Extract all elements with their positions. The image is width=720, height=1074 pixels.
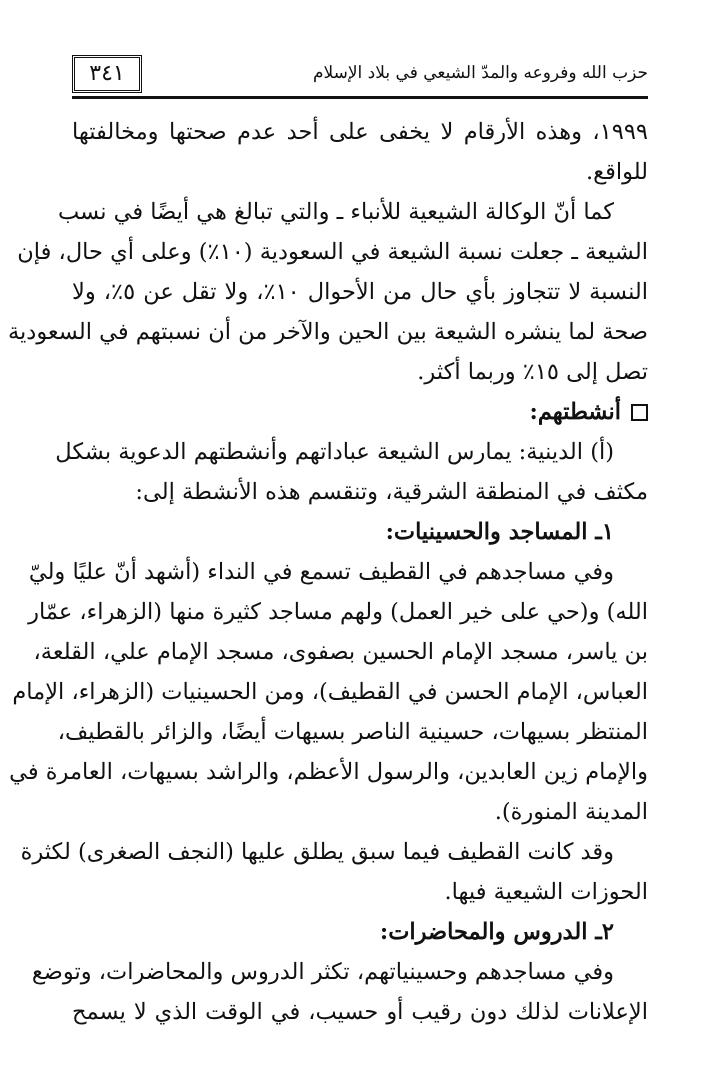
section-heading-activities bbox=[72, 392, 648, 432]
text-line: كما أنّ الوكالة الشيعية للأنباء ـ والتي تبالغ هي أيضًا في نسب bbox=[58, 199, 614, 225]
text-line: العباس، الإمام الحسن في القطيف)، ومن الحسينيات (الزهراء، الإمام bbox=[12, 679, 648, 705]
page-number: ٣٤١ bbox=[72, 55, 142, 93]
body-text bbox=[7, 112, 648, 1032]
section-heading-label: أنشطتهم: bbox=[529, 399, 621, 425]
text-line: الإعلانات لذلك دون رقيب أو حسيب، في الوقت الذي لا يسمح bbox=[72, 999, 648, 1025]
header-rule bbox=[72, 96, 648, 99]
text-line: وقد كانت القطيف فيما سبق يطلق عليها (النجف الصغرى) لكثرة bbox=[20, 839, 614, 865]
text-line: المدينة المنورة). bbox=[494, 799, 648, 825]
text-line: تصل إلى ١٥٪ وربما أكثر. bbox=[417, 359, 648, 385]
text-line: النسبة لا تتجاوز بأي حال من الأحوال ١٠٪، ولا تقل عن ٥٪، ولا bbox=[72, 279, 648, 305]
text-line: الشيعة ـ جعلت نسبة الشيعة في السعودية (١٠٪) وعلى أي حال، فإن bbox=[17, 239, 648, 265]
text-line: صحة لما ينشره الشيعة بين الحين والآخر من أن نسبتهم في السعودية bbox=[7, 319, 648, 345]
text-line: (أ) الدينية: يمارس الشيعة عباداتهم وأنشطتهم الدعوية بشكل bbox=[55, 439, 614, 465]
text-line: مكثف في المنطقة الشرقية، وتنقسم هذه الأنشطة إلى: bbox=[135, 479, 648, 505]
text-line: الله) و(حي على خير العمل) ولهم مساجد كثيرة منها (الزهراء، عمّار bbox=[28, 599, 648, 625]
text-line: الحوزات الشيعية فيها. bbox=[444, 879, 648, 905]
text-line: وفي مساجدهم وحسينياتهم، تكثر الدروس والمحاضرات، وتوضع bbox=[31, 959, 614, 985]
running-title: حزب الله وفروعه والمدّ الشيعي في بلاد الإسلام bbox=[312, 63, 648, 83]
subheading-mosques: ١ـ المساجد والحسينيات: bbox=[385, 519, 614, 545]
checkbox-bullet-icon bbox=[631, 404, 648, 421]
page-header bbox=[72, 55, 648, 95]
text-line: بن ياسر، مسجد الإمام الحسين بصفوى، مسجد الإمام علي، القلعة، bbox=[33, 639, 648, 665]
text-line: للواقع. bbox=[585, 159, 648, 185]
text-line: المنتظر بسيهات، حسينية الناصر بسيهات أيضًا، والزائر بالقطيف، bbox=[57, 719, 648, 745]
text-line: والإمام زين العابدين، والرسول الأعظم، والراشد بسيهات، العامرة في bbox=[9, 759, 648, 785]
text-line: ١٩٩٩، وهذه الأرقام لا يخفى على أحد عدم صحتها ومخالفتها bbox=[72, 119, 648, 145]
text-line: وفي مساجدهم في القطيف تسمع في النداء (أشهد أنّ عليًا وليّ bbox=[28, 559, 614, 585]
subheading-lessons: ٢ـ الدروس والمحاضرات: bbox=[379, 919, 614, 945]
